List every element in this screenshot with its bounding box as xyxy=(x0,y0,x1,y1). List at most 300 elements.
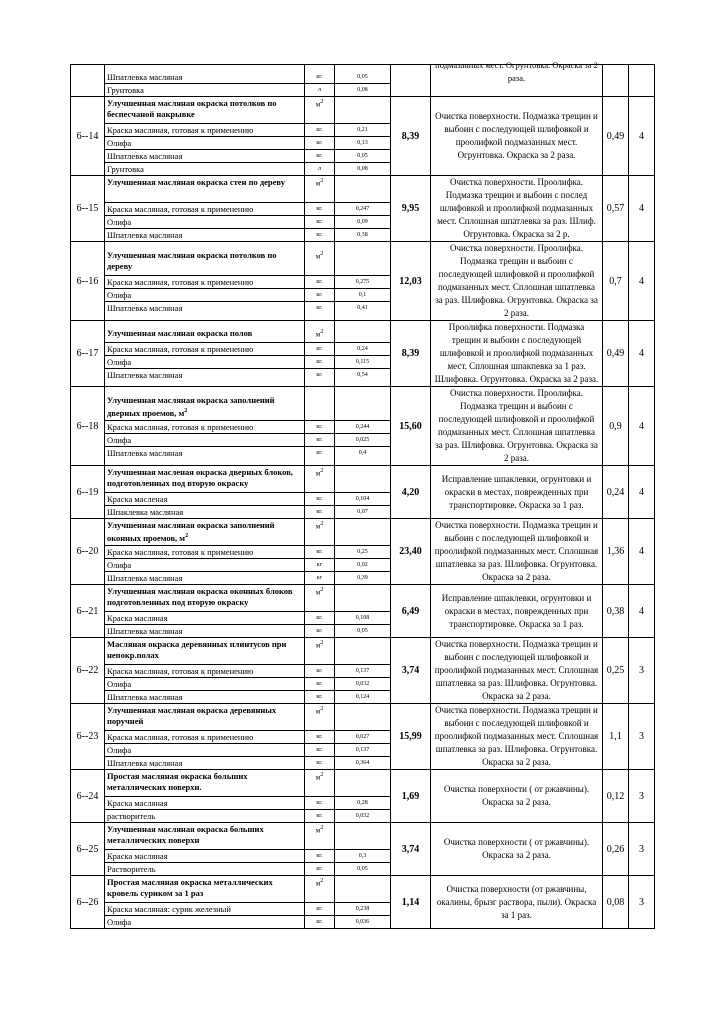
material-norm: 0,21 xyxy=(335,123,390,136)
material-unit: кг. xyxy=(305,202,334,215)
material-name: Краска масляная, готовая к применению xyxy=(105,420,304,433)
table-row xyxy=(71,770,655,823)
labor-cell: 0,25 xyxy=(603,638,629,704)
material-name: Олифа xyxy=(105,355,304,368)
norm-cell xyxy=(335,97,391,176)
norm-header-spacer xyxy=(335,519,390,545)
norm-cell xyxy=(335,704,391,770)
superscript-2: 2 xyxy=(320,706,324,712)
material-unit: кг. xyxy=(305,433,334,446)
item-title: Улучшенная масленая окраска дверных блоков, подготовленных под вторую окраску xyxy=(107,467,293,488)
material-name: Краска масляная, готовая к применению xyxy=(105,730,304,743)
item-name-cell xyxy=(105,876,305,929)
material-unit: кг. xyxy=(305,301,334,314)
unit-symbol: м xyxy=(315,773,321,782)
labor-cell: 0,57 xyxy=(603,176,629,242)
material-name: Краска масляная xyxy=(105,611,304,624)
grade-cell: 4 xyxy=(629,176,655,242)
material-name: Шпатлевка масляная xyxy=(105,368,304,381)
norm-header-spacer xyxy=(335,876,390,902)
grade-cell: 3 xyxy=(629,770,655,823)
material-norm: 0,05 xyxy=(335,624,390,637)
item-name-cell xyxy=(105,770,305,823)
material-unit: кг. xyxy=(305,902,334,915)
material-norm: 0,38 xyxy=(335,228,390,241)
superscript-2: 2 xyxy=(320,825,324,831)
unit-header xyxy=(305,823,334,849)
material-name: Шпатлевка масляная xyxy=(107,72,183,82)
description-cell: Исправление шпаклевки, огрунтовки и окраски в местах, поврежденных при транспортировке. Окраска за 1 раз. xyxy=(431,585,603,638)
material-name: Олифа xyxy=(105,215,304,228)
unit-cell xyxy=(305,823,335,876)
superscript-2: 2 xyxy=(320,99,324,105)
table-row xyxy=(71,387,655,466)
unit-cell xyxy=(305,519,335,585)
norm-cell xyxy=(335,466,391,519)
description-cell: Очистка поверхности ( от ржавчины). Окраска за 2 раза. xyxy=(431,770,603,823)
grade-cell: 3 xyxy=(629,823,655,876)
labor-cell: 0,38 xyxy=(603,585,629,638)
norm-cell xyxy=(335,242,391,321)
unit-header xyxy=(305,876,334,902)
unit-header xyxy=(305,519,334,545)
material-norm: 0,39 xyxy=(335,571,390,584)
material-unit: кг. xyxy=(316,74,323,80)
material-name: Шпатлевка масляная xyxy=(105,149,304,162)
material-unit: л xyxy=(305,83,334,96)
labor-cell: 0,26 xyxy=(603,823,629,876)
material-norm: 0,025 xyxy=(335,433,390,446)
table-row xyxy=(71,704,655,770)
material-name: Краска масляная, готовая к применению xyxy=(105,342,304,355)
grade-cell: 4 xyxy=(629,585,655,638)
superscript-2: 2 xyxy=(320,178,324,184)
unit-header xyxy=(305,394,334,420)
grade-cell xyxy=(629,65,655,97)
labor-cell: 0,7 xyxy=(603,242,629,321)
material-norm: 0,115 xyxy=(335,355,390,368)
material-unit: кг. xyxy=(305,123,334,136)
grade-cell: 4 xyxy=(629,242,655,321)
table-row xyxy=(71,321,655,387)
material-unit: кг xyxy=(305,558,334,571)
unit-symbol: м xyxy=(315,329,321,338)
unit-cell xyxy=(305,770,335,823)
item-title: Улучшенная масляная окраска деревянных поручней xyxy=(107,705,277,726)
norm-cell xyxy=(335,176,391,242)
superscript-2: 2 xyxy=(320,250,324,257)
material-norm: 0,364 xyxy=(335,756,390,769)
description-cell: Очистка поверхности ( от ржавчины). Окраска за 2 раза. xyxy=(431,823,603,876)
superscript-2: 2 xyxy=(320,468,324,474)
item-name-cell xyxy=(105,466,305,519)
material-name: Краска масляная, готовая к применению xyxy=(105,545,304,558)
material-unit: кг. xyxy=(305,275,334,288)
material-unit: кг. xyxy=(305,756,334,769)
row-code: 6--23 xyxy=(71,704,105,770)
norm-header-spacer xyxy=(335,249,390,275)
unit-cell xyxy=(305,638,335,704)
row-code: 6--24 xyxy=(71,770,105,823)
material-norm: 0,24 xyxy=(335,342,390,355)
material-norm: 0,02 xyxy=(335,558,390,571)
row-code: 6--21 xyxy=(71,585,105,638)
description-cell: Очистка поверхности. Подмазка трещин и выбоин с последующей шлифовкой и проолифкой подмазанных мест. Огрунтовка. Окраска за 2 раза. xyxy=(431,97,603,176)
material-name: Краска масляная, готовая к применению xyxy=(105,664,304,677)
material-norm: 0,275 xyxy=(335,275,390,288)
units-cell xyxy=(305,65,335,97)
material-norm: 0,4 xyxy=(335,446,390,459)
material-unit: кг. xyxy=(305,288,334,301)
description-cell: Очистка поверхности (от ржавчины, окалины, брызг раствора, пыли). Окраска за 1 раз. xyxy=(431,876,603,929)
material-name: Грунтовка xyxy=(105,83,304,96)
material-unit: кг. xyxy=(305,690,334,703)
unit-header xyxy=(305,176,334,202)
material-unit: кг. xyxy=(305,355,334,368)
material-unit: кг. xyxy=(305,505,334,518)
unit-cell xyxy=(305,321,335,387)
material-unit: кг xyxy=(305,571,334,584)
description-cell: Очистка поверхности. Подмазка трещин и выбоин с последующей шлифовкой и проолифкой подмазанных мест. Сплошная шпатлевка за раз. Шлифовка. Огрунтовка. Окраска за 2 раза. xyxy=(431,704,603,770)
material-name: Олифа xyxy=(105,677,304,690)
material-name: Краска масленая xyxy=(105,492,304,505)
material-unit: кг. xyxy=(305,342,334,355)
unit-cell xyxy=(305,97,335,176)
item-title: Улучшенная масляная окраска потолков по дереву xyxy=(107,249,277,271)
description-cell xyxy=(431,60,603,97)
material-name: растворитель xyxy=(105,809,304,822)
material-unit: кг. xyxy=(305,849,334,862)
price-cell xyxy=(391,65,431,97)
table-row xyxy=(71,823,655,876)
material-unit: кг. xyxy=(305,624,334,637)
superscript-2: 2 xyxy=(184,407,188,414)
material-unit: кг. xyxy=(305,915,334,928)
norms-cell xyxy=(335,65,391,97)
material-unit: кг. xyxy=(305,611,334,624)
material-unit: кг. xyxy=(305,664,334,677)
material-norm: 0,238 xyxy=(335,902,390,915)
material-unit: кг. xyxy=(305,809,334,822)
item-title: Улучшенная масляная окраска стен по дереву xyxy=(107,177,285,187)
price-cell: 4,20 xyxy=(391,466,431,519)
superscript-2: 2 xyxy=(320,328,324,335)
table-row xyxy=(71,585,655,638)
table-row xyxy=(71,876,655,929)
material-unit: кг. xyxy=(305,743,334,756)
unit-cell xyxy=(305,466,335,519)
unit-header xyxy=(305,770,334,796)
material-name: Олифа xyxy=(105,433,304,446)
item-title: Улучшенная масляная окраска полов xyxy=(107,327,253,338)
material-name: Краска масляная, готовая к применению xyxy=(105,275,304,288)
norm-cell xyxy=(335,823,391,876)
material-norm: 0,41 xyxy=(335,301,390,314)
price-cell: 3,74 xyxy=(391,823,431,876)
unit-symbol: м xyxy=(315,469,321,478)
material-norm: 0,05 xyxy=(357,74,368,80)
unit-header xyxy=(305,97,334,123)
price-cell: 23,40 xyxy=(391,519,431,585)
norm-header-spacer xyxy=(335,394,390,420)
unit-symbol: м xyxy=(315,251,321,260)
unit-symbol: м xyxy=(315,522,321,531)
material-norm: 0,13 xyxy=(335,136,390,149)
material-unit: кг. xyxy=(305,149,334,162)
row-code: 6--14 xyxy=(71,97,105,176)
material-norm: 0,032 xyxy=(335,677,390,690)
grade-cell: 4 xyxy=(629,321,655,387)
material-norm: 0,124 xyxy=(335,690,390,703)
norm-header-spacer xyxy=(335,327,390,342)
unit-symbol: м xyxy=(315,826,321,835)
item-name-cell xyxy=(105,387,305,466)
unit-header xyxy=(305,327,334,342)
norm-cell xyxy=(335,585,391,638)
price-cell: 15,99 xyxy=(391,704,431,770)
unit-symbol: м xyxy=(315,879,321,888)
row-code: 6--22 xyxy=(71,638,105,704)
material-name: Олифа xyxy=(105,288,304,301)
material-unit: кг. xyxy=(305,492,334,505)
material-norm: 0,244 xyxy=(335,420,390,433)
material-norm: 0,032 xyxy=(335,809,390,822)
unit-cell xyxy=(305,876,335,929)
material-name: Олифа xyxy=(105,915,304,928)
material-norm: 0,09 xyxy=(335,215,390,228)
material-norm: 0,05 xyxy=(335,149,390,162)
norm-header-spacer xyxy=(335,585,390,611)
description-cell: Очистка поверхности. Проолифка. Подмазка трещин и выбоин с послед шлифовкой и проолифкой подмазанных мест. Сплошная шпатлевка за раз. Шлиф. Огрунтовка. Окраска за 2 р. xyxy=(431,176,603,242)
superscript-2: 2 xyxy=(185,533,189,539)
material-name: Шпатлевка масляная xyxy=(105,301,304,314)
row-code: 6--15 xyxy=(71,176,105,242)
labor-cell: 0,12 xyxy=(603,770,629,823)
labor-cell: 1,1 xyxy=(603,704,629,770)
material-name: Олифа xyxy=(105,136,304,149)
material-unit: кг. xyxy=(305,796,334,809)
row-code: 6--25 xyxy=(71,823,105,876)
material-name: Растворитель xyxy=(105,862,304,875)
material-unit: кг. xyxy=(305,228,334,241)
labor-cell xyxy=(603,65,629,97)
material-unit: кг. xyxy=(305,446,334,459)
item-name-cell xyxy=(105,638,305,704)
table-row xyxy=(71,242,655,321)
material-norm: 0,1 xyxy=(335,288,390,301)
grade-cell: 3 xyxy=(629,876,655,929)
material-name: Шпатлевка масляная xyxy=(105,756,304,769)
row-code: 6--19 xyxy=(71,466,105,519)
table-row xyxy=(71,176,655,242)
item-title: Улучшенная масляная окраска потолков по беспесчаной накрывке xyxy=(107,98,277,119)
norm-cell xyxy=(335,638,391,704)
superscript-2: 2 xyxy=(320,587,324,593)
material-norm: 0,54 xyxy=(335,368,390,381)
item-title: Простая масляная окраска металлических кровель суриком за 1 раз xyxy=(107,877,273,898)
material-name: Краска масляная xyxy=(105,849,304,862)
norm-header-spacer xyxy=(335,823,390,849)
price-cell: 3,74 xyxy=(391,638,431,704)
unit-header xyxy=(305,585,334,611)
item-name-cell xyxy=(105,519,305,585)
norm-cell xyxy=(335,876,391,929)
material-name: Краска масляная xyxy=(105,796,304,809)
norm-header-spacer xyxy=(335,97,390,123)
item-name-cell xyxy=(105,321,305,387)
table-row xyxy=(71,97,655,176)
unit-symbol: м xyxy=(315,707,321,716)
row-code: 6--16 xyxy=(71,242,105,321)
material-name: Грунтовка xyxy=(105,162,304,175)
material-unit: кг. xyxy=(305,730,334,743)
material-norm: 0,108 xyxy=(335,611,390,624)
price-cell: 8,39 xyxy=(391,97,431,176)
grade-cell: 4 xyxy=(629,519,655,585)
price-cell: 12,03 xyxy=(391,242,431,321)
description-cell: Проолифка поверхности. Подмазка трещин и выбоин с последующей шлифовкой и проолифкой подмазанных мест. Сплошная шпакпевка за 1 раз. Шлифовка. Огрунтовка. Окраска за 2 раза. xyxy=(431,321,603,387)
material-name: Краска масляная: сурик железный xyxy=(105,902,304,915)
material-unit: л xyxy=(305,162,334,175)
material-name: Олифа xyxy=(105,558,304,571)
row-code: 6--26 xyxy=(71,876,105,929)
price-cell: 1,69 xyxy=(391,770,431,823)
item-title: Улучшенная масляная окраска больших металлических поверхн xyxy=(107,824,264,845)
unit-header xyxy=(305,466,334,492)
unit-header xyxy=(305,249,334,275)
superscript-2: 2 xyxy=(320,878,324,884)
price-cell: 1,14 xyxy=(391,876,431,929)
material-unit: кг. xyxy=(305,862,334,875)
labor-cell: 0,49 xyxy=(603,321,629,387)
item-name-cell xyxy=(105,242,305,321)
row-code: 6--17 xyxy=(71,321,105,387)
description-text: подмазанных мест. Огрунтовка. Окраска за 2 раза. xyxy=(435,60,598,83)
table-row xyxy=(71,519,655,585)
material-name: Шпаклевка масляная xyxy=(105,505,304,518)
material-norm: 0,137 xyxy=(335,743,390,756)
material-name: Краска масляная, готовая к применению xyxy=(105,202,304,215)
material-norm: 0,3 xyxy=(335,849,390,862)
description-cell: Очистка поверхности. Подмазка трещин и выбоин с последующей шлифовкой и проолифкой подмазанных мест. Сплошная шпатлевка за раз. Шлифовка. Огрунтовка. Окраска за 2 раза. xyxy=(431,519,603,585)
unit-header xyxy=(305,638,334,664)
unit-cell xyxy=(305,176,335,242)
material-name: Шпатлевка масляная xyxy=(105,690,304,703)
material-name: Краска масляная, готовая к применению xyxy=(105,123,304,136)
material-name: Олифа xyxy=(105,743,304,756)
grade-cell: 4 xyxy=(629,466,655,519)
material-norm: 0,247 xyxy=(335,202,390,215)
item-title: Улучшенная масляная окраска заполнений дверных проемов, $м^2$ xyxy=(107,394,275,418)
description-cell: Очистка поверхности. Проолифка. Подмазка трещин и выбоин с последующей шлифовкой и проолифкой подмазанных мест. Сплошная шпатлевка за раз. Шлифовка. Огрунтовка. Окраска за 2 раза. xyxy=(431,387,603,466)
material-name: Шпатлевка масляная xyxy=(105,624,304,637)
material-unit: кг. xyxy=(305,215,334,228)
grade-cell: 4 xyxy=(629,387,655,466)
item-name-cell xyxy=(105,704,305,770)
labor-cell: 1,36 xyxy=(603,519,629,585)
unit-cell xyxy=(305,585,335,638)
item-title: Улучшенная масляная окраска оконных блоков подготовленных под вторую окраску xyxy=(107,586,293,607)
norm-header-spacer xyxy=(335,176,390,202)
material-norm: 0,137 xyxy=(335,664,390,677)
table-row xyxy=(71,638,655,704)
norm-header-spacer xyxy=(335,704,390,730)
item-title: Улучшенная масляная окраска заполнений оконных проемов, $м^2$ xyxy=(107,520,275,543)
item-name-cell xyxy=(105,176,305,242)
item-name-cell xyxy=(105,823,305,876)
description-cell: Очистка поверхности. Подмазка трещин и выбоин с последующей шлифовкой и проолифкой подмазанных мест. Сплошная шпатлевка за раз. Шлифовка. Огрунтовка. Окраска за 2 раза. xyxy=(431,638,603,704)
material-name: Шпатлевка масляная xyxy=(105,228,304,241)
grade-cell: 3 xyxy=(629,704,655,770)
material-name: Шпатлевка масляная xyxy=(105,571,304,584)
norm-header-spacer xyxy=(335,466,390,492)
material-unit: кг. xyxy=(305,420,334,433)
norm-cell xyxy=(335,387,391,466)
material-name: Шпатлевка масляная xyxy=(105,446,304,459)
item-title: Простая масляная окраска больших металлических поверхн. xyxy=(107,771,248,792)
unit-symbol: м xyxy=(315,588,321,597)
norm-cell xyxy=(335,519,391,585)
unit-symbol: м xyxy=(315,100,321,109)
price-table xyxy=(70,60,655,929)
labor-cell: 0,08 xyxy=(603,876,629,929)
material-unit: кг. xyxy=(305,368,334,381)
material-norm: 0,08 xyxy=(335,162,390,175)
grade-cell: 3 xyxy=(629,638,655,704)
price-cell: 8,39 xyxy=(391,321,431,387)
material-unit: кг. xyxy=(305,545,334,558)
unit-header xyxy=(305,704,334,730)
superscript-2: 2 xyxy=(320,640,324,646)
norm-cell xyxy=(335,770,391,823)
unit-symbol: м xyxy=(315,179,321,188)
norm-header-spacer xyxy=(335,638,390,664)
labor-cell: 0,49 xyxy=(603,97,629,176)
item-name-cell xyxy=(105,585,305,638)
material-norm: 0,25 xyxy=(335,545,390,558)
row-code: 6--20 xyxy=(71,519,105,585)
row-code: 6--18 xyxy=(71,387,105,466)
labor-cell: 0,9 xyxy=(603,387,629,466)
table-row xyxy=(71,466,655,519)
unit-cell xyxy=(305,242,335,321)
material-norm: 0,08 xyxy=(335,83,390,96)
material-names-cell xyxy=(105,65,305,97)
material-norm: 0,104 xyxy=(335,492,390,505)
material-norm: 0,027 xyxy=(335,730,390,743)
superscript-2: 2 xyxy=(320,772,324,778)
superscript-2: 2 xyxy=(320,521,324,527)
price-cell: 15,60 xyxy=(391,387,431,466)
norm-header-spacer xyxy=(335,770,390,796)
description-cell: Очистка поверхности. Проолифка. Подмазка трещин и выбоин с последующей шлифовкой и проолифкой подмазанных мест. Сплошная шпатлевка за раз. Шлифовка. Огрунтовка. Окраска за 2 раза. xyxy=(431,242,603,321)
material-norm: 0,07 xyxy=(335,505,390,518)
norm-cell xyxy=(335,321,391,387)
unit-cell xyxy=(305,704,335,770)
price-cell: 6,49 xyxy=(391,585,431,638)
unit-symbol: м xyxy=(315,641,321,650)
row-code-cell xyxy=(71,65,105,97)
grade-cell: 4 xyxy=(629,97,655,176)
table-row-partial xyxy=(71,65,655,97)
material-norm: 0,28 xyxy=(335,796,390,809)
item-title: Масляная окраска деревянных плинтусов при непокр.полах xyxy=(107,639,287,660)
price-cell: 9,95 xyxy=(391,176,431,242)
labor-cell: 0,24 xyxy=(603,466,629,519)
item-name-cell xyxy=(105,97,305,176)
unit-cell xyxy=(305,387,335,466)
material-norm: 0,05 xyxy=(335,862,390,875)
